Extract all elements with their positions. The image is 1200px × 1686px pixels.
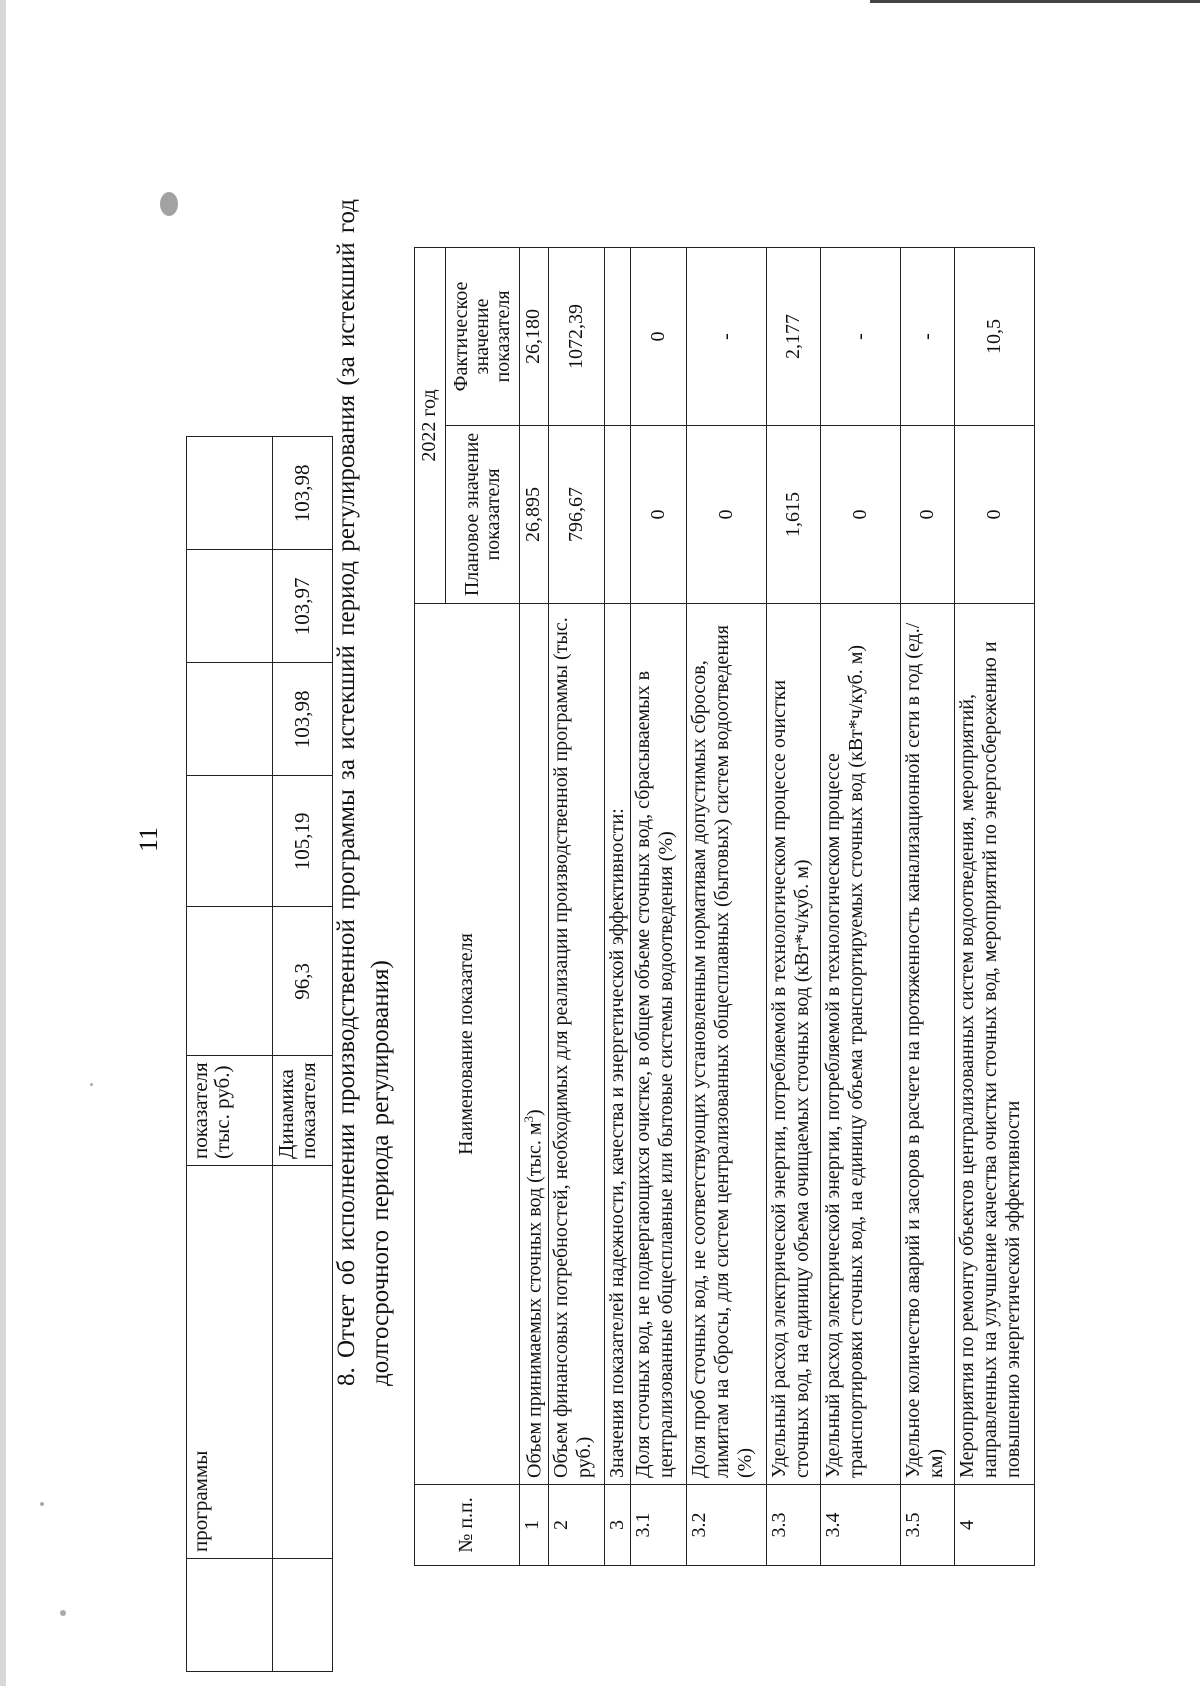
- dynamics-value: 105,19: [273, 776, 333, 907]
- planned-value: 0: [901, 426, 955, 604]
- row-name: Доля проб сточных вод, не соответствующих установленным нормативам допустимых сбросов, лимитам на сбросы, для систем централизованных общесплавных (бытовых) систем водоотведения (%): [687, 604, 767, 1485]
- table-row: [821, 248, 901, 1566]
- dynamics-value: 103,98: [273, 663, 333, 776]
- actual-value: 1072,39: [548, 248, 604, 426]
- header-year: 2022 год: [415, 248, 446, 604]
- table-cell: показателя (тыс. руб.): [187, 1056, 273, 1166]
- table-cell: [187, 437, 273, 550]
- table-cell: [187, 907, 273, 1056]
- row-name: Удельное количество аварий и засоров в расчете на протяженность канализационной сети в год (ед./км): [901, 604, 955, 1485]
- row-number: 3.3: [767, 1485, 821, 1566]
- planned-value: [604, 426, 630, 604]
- row-name: Мероприятия по ремонту объектов централизованных систем водоотведения, мероприятий, направленных на улучшение качества очистки сточных вод, мероприятий по энергосбережению и повышению энергетической эффективности: [955, 604, 1035, 1485]
- dynamics-value: 103,98: [273, 437, 333, 550]
- row-number: 3.5: [901, 1485, 955, 1566]
- table-cell: [187, 776, 273, 907]
- row-name: Значения показателей надежности, качества и энергетической эффективности:: [604, 604, 630, 1485]
- actual-value: [604, 248, 630, 426]
- actual-value: 10,5: [955, 248, 1035, 426]
- table-row: [631, 248, 687, 1566]
- heading-line: 8. Отчет об исполнении производственной программы за истекший период регулирования (за истекший год: [333, 199, 360, 1386]
- actual-value: 0: [631, 248, 687, 426]
- table-cell: программы: [187, 1166, 273, 1559]
- planned-value: 1,615: [767, 426, 821, 604]
- actual-value: -: [821, 248, 901, 426]
- indicator-dynamics-table: [186, 436, 333, 1672]
- table-cell: [273, 1166, 333, 1559]
- planned-value: 0: [631, 426, 687, 604]
- scan-speck: [160, 192, 178, 216]
- planned-value: 0: [955, 426, 1035, 604]
- table-row: [687, 248, 767, 1566]
- row-number: 3.4: [821, 1485, 901, 1566]
- actual-value: -: [687, 248, 767, 426]
- header-name: Наименование показателя: [415, 604, 520, 1485]
- dynamics-label: Динамика показателя: [273, 1056, 333, 1166]
- table-row: [767, 248, 821, 1566]
- table-cell: [187, 550, 273, 663]
- page-number: 11: [134, 826, 163, 852]
- production-program-report-table: [414, 247, 1035, 1566]
- header-planned: Плановое значение показателя: [446, 426, 520, 604]
- row-name: Удельный расход электрической энергии, потребляемой в технологическом процессе очистки сточных вод, на единицу объема очищаемых сточных вод (кВт*ч/куб. м): [767, 604, 821, 1485]
- actual-value: -: [901, 248, 955, 426]
- planned-value: 0: [687, 426, 767, 604]
- row-number: 3.2: [687, 1485, 767, 1566]
- table-row: [520, 248, 549, 1566]
- table-row: [548, 248, 604, 1566]
- dynamics-value: 103,97: [273, 550, 333, 663]
- table-cell: [273, 1559, 333, 1672]
- planned-value: 796,67: [548, 426, 604, 604]
- table-cell: [187, 663, 273, 776]
- actual-value: 26,180: [520, 248, 549, 426]
- section-heading: [330, 96, 398, 1386]
- row-number: 3: [604, 1485, 630, 1566]
- scan-speck: [40, 1502, 44, 1506]
- row-name: Объем финансовых потребностей, необходимых для реализации производственной программы (тыс. руб.): [548, 604, 604, 1485]
- table-row: [901, 248, 955, 1566]
- scan-speck: [60, 1610, 66, 1616]
- header-actual: Фактическое значение показателя: [446, 248, 520, 426]
- scan-speck: [90, 1083, 93, 1086]
- dynamics-value: 96,3: [273, 907, 333, 1056]
- header-no: № п.п.: [415, 1485, 520, 1566]
- actual-value: 2,177: [767, 248, 821, 426]
- table-row: [604, 248, 630, 1566]
- table-row: [955, 248, 1035, 1566]
- table-cell: [187, 1559, 273, 1672]
- planned-value: 26,895: [520, 426, 549, 604]
- row-number: 4: [955, 1485, 1035, 1566]
- row-name: Объем принимаемых сточных вод (тыс. $м^3$): [520, 604, 549, 1485]
- planned-value: 0: [821, 426, 901, 604]
- row-name: Удельный расход электрической энергии, потребляемой в технологическом процессе транспортировки сточных вод, на единицу объема транспортируемых сточных вод (кВт*ч/куб. м): [821, 604, 901, 1485]
- row-number: 3.1: [631, 1485, 687, 1566]
- row-number: 2: [548, 1485, 604, 1566]
- row-name: Доля сточных вод, не подвергающихся очистке, в общем объеме сточных вод, сбрасываемых в централизованные общесплавные или бытовые системы водоотведения (%): [631, 604, 687, 1485]
- heading-line: долгосрочного периода регулирования): [367, 960, 394, 1386]
- row-number: 1: [520, 1485, 549, 1566]
